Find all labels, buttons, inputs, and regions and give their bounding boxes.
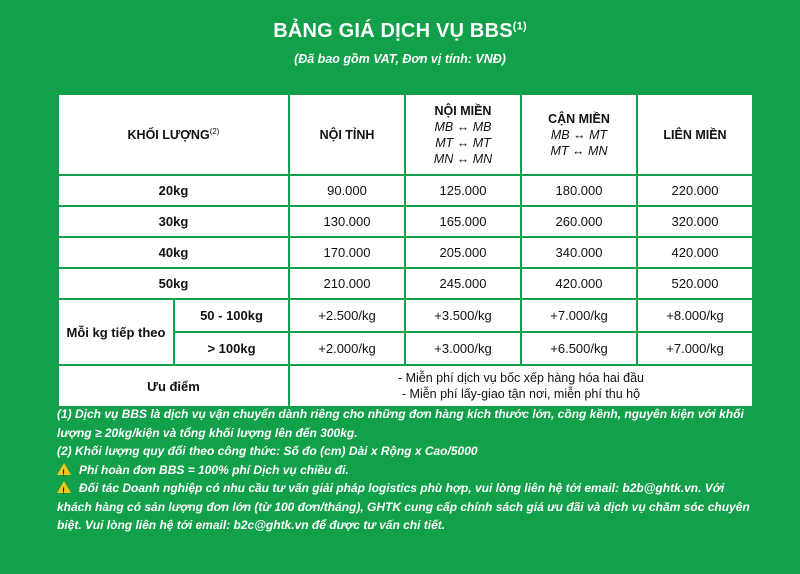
extra-kg-label: Mỗi kg tiếp theo [58,299,174,365]
advantages-label: Ưu điểm [58,365,289,407]
header-noi-tinh: NỘI TỈNH [289,94,405,175]
header-noi-mien: NỘI MIỀN MB ↔ MB MT ↔ MT MN ↔ MN [405,94,521,175]
advantages-row [58,365,753,407]
footnote-1: (1) Dịch vụ BBS là dịch vụ vận chuyển dành riêng cho những đơn hàng kích thước lớn, cồng kềnh, nguyên kiện với khối lượng ≥ 20kg/kiện và tổng khối lượng lên đến 300kg. [57,407,744,440]
advantages-content: - Miễn phí dịch vụ bốc xếp hàng hóa hai đầu - Miễn phí lấy-giao tận nơi, miễn phí thu hộ [289,365,753,407]
table-row: Mỗi kg tiếp theo 50 - 100kg +2.500/kg +3.500/kg +7.000/kg +8.000/kg [58,299,753,332]
header-lien-mien: LIÊN MIỀN [637,94,753,175]
warning-note-1: !Phí hoàn đơn BBS = 100% phí Dịch vụ chiều đi. [57,461,757,480]
page-title [0,20,800,43]
table-row: > 100kg +2.000/kg +3.000/kg +6.500/kg +7.000/kg [58,332,753,365]
header-weight: KHỐI LƯỢNG$^{(2)}$ [58,94,289,175]
warning-icon [57,481,71,493]
price-table [57,93,754,408]
table-row: 30kg 130.000 165.000 260.000 320.000 [58,206,753,237]
footnote-2: (2) Khối lượng quy đổi theo công thức: Số đo (cm) Dài x Rộng x Cao/5000 [57,444,478,458]
header-can-mien: CẬN MIỀN MB ↔ MT MT ↔ MN [521,94,637,175]
warning-note-2: !Đối tác Doanh nghiệp có nhu cầu tư vấn giải pháp logistics phù hợp, vui lòng liên hệ tới email: b2b@ghtk.vn. Với khách hàng có sản lượng đơn lớn (từ 100 đơn/tháng), GHTK cung cấp chính sách giá ưu đãi và dịch vụ chăm sóc chuyên biệt. Vui lòng liên hệ tới email: b2c@ghtk.vn để được tư vấn chi tiết. [57,479,757,535]
title-footnote-mark: (1) [512,20,527,33]
table-header-row [58,94,753,175]
title-text: BẢNG GIÁ DỊCH VỤ BBS [273,20,513,42]
page-subtitle: (Đã bao gồm VAT, Đơn vị tính: VNĐ) [294,52,506,66]
table-row: 40kg 170.000 205.000 340.000 420.000 [58,237,753,268]
warning-icon [57,463,71,475]
table-row: 20kg 90.000 125.000 180.000 220.000 [58,175,753,206]
table-row: 50kg 210.000 245.000 420.000 520.000 [58,268,753,299]
footnotes [57,405,757,535]
